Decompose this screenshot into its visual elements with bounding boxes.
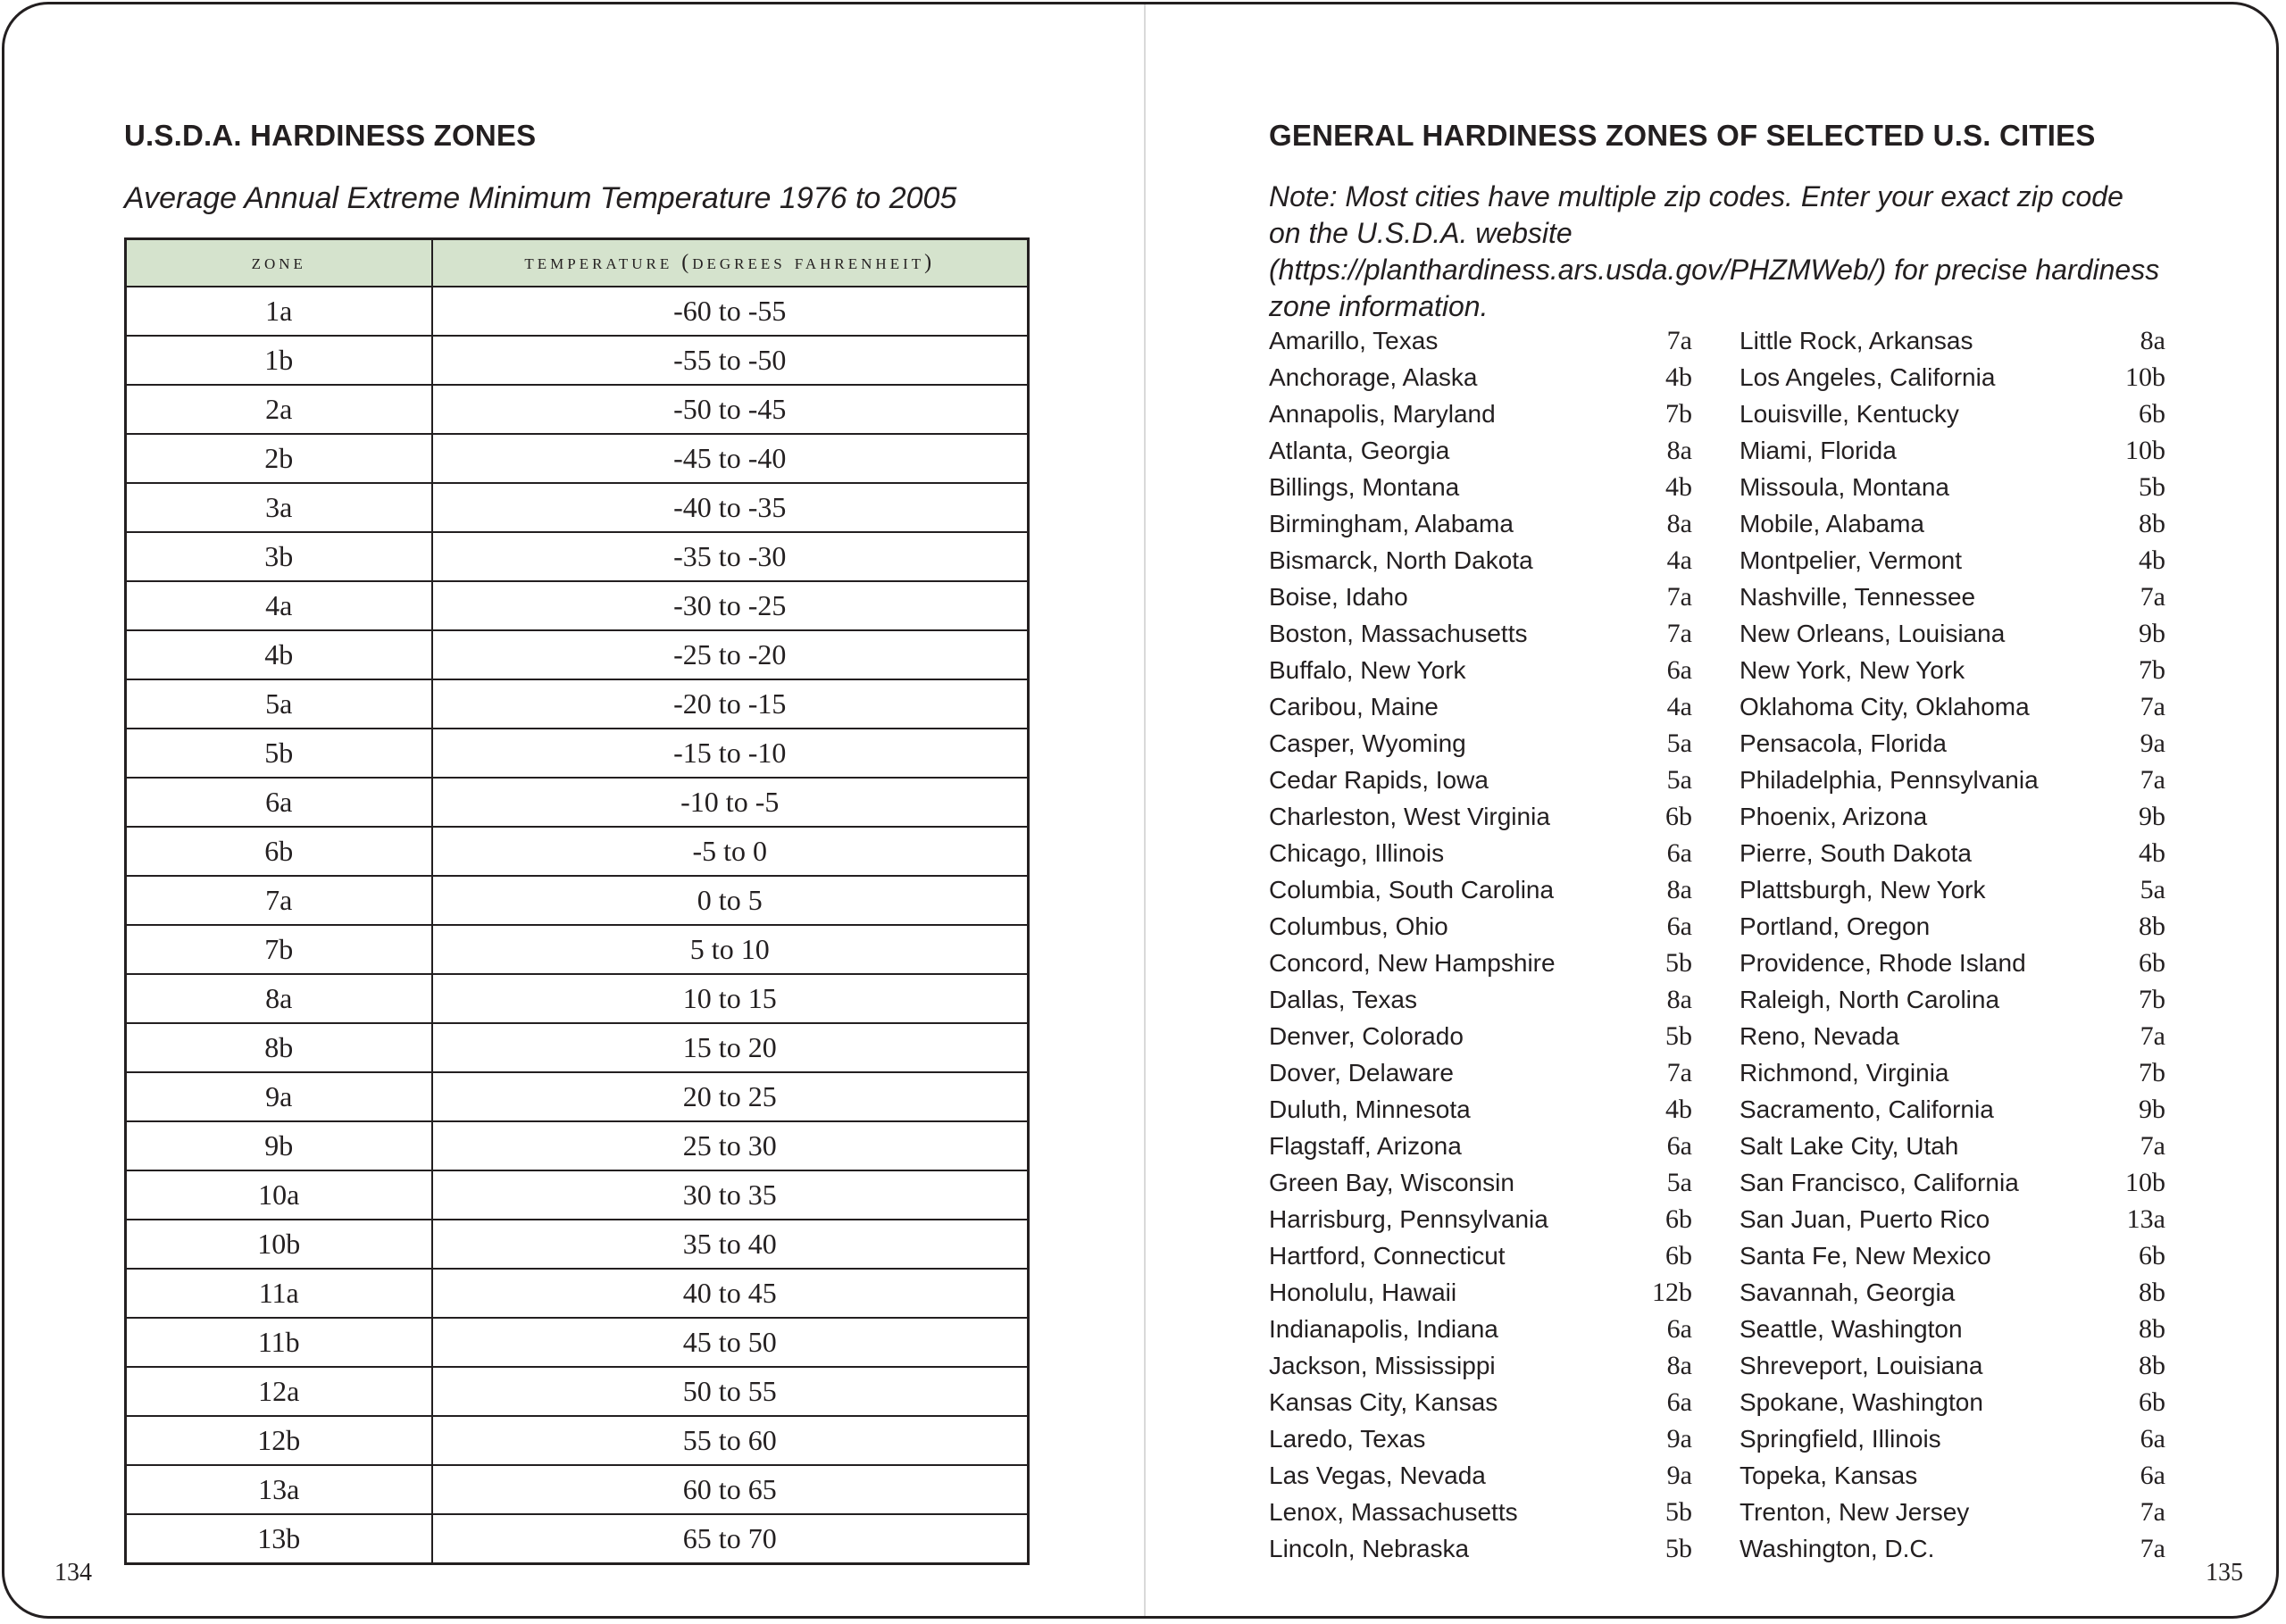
temperature-cell: 40 to 45 bbox=[432, 1269, 1029, 1318]
city-name: Annapolis, Maryland bbox=[1269, 400, 1496, 428]
city-zone: 7a bbox=[2140, 1497, 2165, 1527]
table-row bbox=[126, 925, 1029, 974]
city-list-item bbox=[1269, 322, 1692, 359]
city-zone: 9b bbox=[2139, 1095, 2165, 1124]
city-list-item bbox=[1269, 945, 1692, 981]
city-name: Denver, Colorado bbox=[1269, 1022, 1464, 1050]
city-name: Spokane, Washington bbox=[1740, 1388, 1983, 1416]
city-list-item bbox=[1269, 1128, 1692, 1164]
city-list-item bbox=[1269, 359, 1692, 396]
city-list-item bbox=[1269, 835, 1692, 871]
zone-cell: 8a bbox=[126, 974, 432, 1023]
city-zone: 4a bbox=[1666, 545, 1692, 575]
city-name: Louisville, Kentucky bbox=[1740, 400, 1959, 428]
city-list-item bbox=[1269, 1420, 1692, 1457]
temperature-cell: -50 to -45 bbox=[432, 385, 1029, 434]
zone-cell: 7a bbox=[126, 876, 432, 925]
city-zone: 6b bbox=[1665, 1204, 1692, 1234]
city-zone: 10b bbox=[2125, 1168, 2165, 1197]
city-name: Plattsburgh, New York bbox=[1740, 876, 1986, 904]
city-list-item bbox=[1740, 1457, 2165, 1494]
zone-cell: 2b bbox=[126, 434, 432, 483]
city-list-item bbox=[1269, 1164, 1692, 1201]
temperature-cell: 20 to 25 bbox=[432, 1072, 1029, 1121]
table-row bbox=[126, 1023, 1029, 1072]
city-zone: 8a bbox=[1666, 875, 1692, 904]
city-list-item bbox=[1269, 1018, 1692, 1054]
city-list-item bbox=[1740, 579, 2165, 615]
temperature-cell: -45 to -40 bbox=[432, 434, 1029, 483]
city-list-item bbox=[1740, 396, 2165, 432]
table-row bbox=[126, 1465, 1029, 1514]
temperature-cell: 50 to 55 bbox=[432, 1367, 1029, 1416]
city-zone: 8a bbox=[1666, 436, 1692, 465]
zone-cell: 13a bbox=[126, 1465, 432, 1514]
right-page bbox=[1146, 4, 2279, 1616]
table-row bbox=[126, 581, 1029, 630]
table-header-row bbox=[126, 239, 1029, 287]
city-name: Washington, D.C. bbox=[1740, 1535, 1935, 1562]
city-name: Honolulu, Hawaii bbox=[1269, 1278, 1457, 1306]
city-name: Cedar Rapids, Iowa bbox=[1269, 766, 1489, 794]
city-zone: 6a bbox=[1666, 1131, 1692, 1161]
city-name: Reno, Nevada bbox=[1740, 1022, 1900, 1050]
city-list-item bbox=[1740, 469, 2165, 505]
city-name: Trenton, New Jersey bbox=[1740, 1498, 1970, 1526]
city-zone: 5a bbox=[1666, 1168, 1692, 1197]
city-list-item bbox=[1269, 688, 1692, 725]
city-name: New York, New York bbox=[1740, 656, 1965, 684]
city-zone: 9a bbox=[2140, 729, 2165, 758]
temperature-cell: -20 to -15 bbox=[432, 679, 1029, 729]
city-zone: 5b bbox=[1665, 1021, 1692, 1051]
city-list-item bbox=[1269, 798, 1692, 835]
city-zone: 10b bbox=[2125, 436, 2165, 465]
city-name: Flagstaff, Arizona bbox=[1269, 1132, 1462, 1160]
city-name: Dallas, Texas bbox=[1269, 986, 1418, 1013]
city-name: Jackson, Mississippi bbox=[1269, 1352, 1496, 1379]
city-name: Los Angeles, California bbox=[1740, 363, 1996, 391]
city-name: Missoula, Montana bbox=[1740, 473, 1950, 501]
city-name: Sacramento, California bbox=[1740, 1095, 1994, 1123]
temperature-cell: 55 to 60 bbox=[432, 1416, 1029, 1465]
city-zone: 9a bbox=[1666, 1461, 1692, 1490]
temperature-cell: -10 to -5 bbox=[432, 778, 1029, 827]
city-zone: 7a bbox=[2140, 1131, 2165, 1161]
city-name: Boise, Idaho bbox=[1269, 583, 1408, 611]
city-zone: 9b bbox=[2139, 619, 2165, 648]
temperature-column-header: temperature (degrees fahrenheit) bbox=[432, 239, 1029, 287]
city-list-item bbox=[1269, 469, 1692, 505]
city-list-column-1 bbox=[1269, 322, 1692, 1567]
city-zone: 6b bbox=[1665, 1241, 1692, 1270]
table-row bbox=[126, 778, 1029, 827]
city-name: Indianapolis, Indiana bbox=[1269, 1315, 1498, 1343]
city-zone: 9a bbox=[1666, 1424, 1692, 1453]
city-name: Little Rock, Arkansas bbox=[1740, 327, 1973, 354]
table-row bbox=[126, 630, 1029, 679]
city-name: Caribou, Maine bbox=[1269, 693, 1439, 720]
zone-cell: 3a bbox=[126, 483, 432, 532]
city-list-item bbox=[1269, 1054, 1692, 1091]
city-list-item bbox=[1269, 652, 1692, 688]
temperature-cell: 60 to 65 bbox=[432, 1465, 1029, 1514]
city-zone: 6a bbox=[2140, 1461, 2165, 1490]
page-number-right: 135 bbox=[2206, 1559, 2243, 1587]
city-zone: 8a bbox=[1666, 1351, 1692, 1380]
city-list-item bbox=[1269, 1530, 1692, 1567]
city-name: Duluth, Minnesota bbox=[1269, 1095, 1471, 1123]
city-zone: 6b bbox=[2139, 1241, 2165, 1270]
table-row bbox=[126, 287, 1029, 336]
city-list-item bbox=[1740, 1091, 2165, 1128]
city-zone: 7b bbox=[2139, 655, 2165, 685]
city-name: Pensacola, Florida bbox=[1740, 729, 1947, 757]
zone-temperature-table bbox=[124, 237, 1030, 1565]
city-zone: 7a bbox=[1666, 1058, 1692, 1087]
table-row bbox=[126, 434, 1029, 483]
city-zone: 9b bbox=[2139, 802, 2165, 831]
zone-cell: 7b bbox=[126, 925, 432, 974]
table-row bbox=[126, 1072, 1029, 1121]
city-zone: 4b bbox=[2139, 838, 2165, 868]
city-list-item bbox=[1269, 1274, 1692, 1311]
temperature-cell: 5 to 10 bbox=[432, 925, 1029, 974]
city-name: Lenox, Massachusetts bbox=[1269, 1498, 1518, 1526]
table-row bbox=[126, 827, 1029, 876]
city-zone: 6b bbox=[1665, 802, 1692, 831]
temperature-cell: -35 to -30 bbox=[432, 532, 1029, 581]
city-list-item bbox=[1740, 1054, 2165, 1091]
zone-column-header: zone bbox=[126, 239, 432, 287]
city-name: Portland, Oregon bbox=[1740, 912, 1931, 940]
city-name: Concord, New Hampshire bbox=[1269, 949, 1556, 977]
table-row bbox=[126, 385, 1029, 434]
table-row bbox=[126, 483, 1029, 532]
zone-cell: 5b bbox=[126, 729, 432, 778]
temperature-cell: -40 to -35 bbox=[432, 483, 1029, 532]
book-spread bbox=[2, 2, 2279, 1619]
city-name: Oklahoma City, Oklahoma bbox=[1740, 693, 2030, 720]
temperature-cell: -5 to 0 bbox=[432, 827, 1029, 876]
temperature-cell: 45 to 50 bbox=[432, 1318, 1029, 1367]
city-list-item bbox=[1740, 432, 2165, 469]
city-name: Birmingham, Alabama bbox=[1269, 510, 1514, 537]
city-zone: 4b bbox=[1665, 1095, 1692, 1124]
table-row bbox=[126, 1170, 1029, 1220]
city-name: Salt Lake City, Utah bbox=[1740, 1132, 1959, 1160]
city-list-item bbox=[1740, 1164, 2165, 1201]
zone-cell: 2a bbox=[126, 385, 432, 434]
city-list-item bbox=[1269, 432, 1692, 469]
temperature-cell: -30 to -25 bbox=[432, 581, 1029, 630]
city-list-item bbox=[1740, 1530, 2165, 1567]
zone-cell: 4b bbox=[126, 630, 432, 679]
zone-cell: 10b bbox=[126, 1220, 432, 1269]
city-zone: 6a bbox=[1666, 912, 1692, 941]
city-name: Dover, Delaware bbox=[1269, 1059, 1454, 1087]
city-name: Columbia, South Carolina bbox=[1269, 876, 1555, 904]
city-list-item bbox=[1740, 322, 2165, 359]
city-name: New Orleans, Louisiana bbox=[1740, 620, 2006, 647]
city-zone: 8b bbox=[2139, 1351, 2165, 1380]
city-zone: 4a bbox=[1666, 692, 1692, 721]
zone-cell: 12b bbox=[126, 1416, 432, 1465]
zone-cell: 9b bbox=[126, 1121, 432, 1170]
city-list-item bbox=[1269, 396, 1692, 432]
table-row bbox=[126, 876, 1029, 925]
zone-cell: 8b bbox=[126, 1023, 432, 1072]
city-zone: 6a bbox=[2140, 1424, 2165, 1453]
temperature-cell: 65 to 70 bbox=[432, 1514, 1029, 1564]
zone-cell: 1a bbox=[126, 287, 432, 336]
city-name: Raleigh, North Carolina bbox=[1740, 986, 2000, 1013]
city-name: Miami, Florida bbox=[1740, 437, 1897, 464]
zone-table-body bbox=[126, 287, 1029, 1564]
zone-cell: 6a bbox=[126, 778, 432, 827]
temperature-cell: -25 to -20 bbox=[432, 630, 1029, 679]
city-zone: 8b bbox=[2139, 1314, 2165, 1344]
city-zone: 4b bbox=[1665, 362, 1692, 392]
city-name: Savannah, Georgia bbox=[1740, 1278, 1956, 1306]
city-list-item bbox=[1740, 798, 2165, 835]
city-name: Atlanta, Georgia bbox=[1269, 437, 1450, 464]
city-name: San Juan, Puerto Rico bbox=[1740, 1205, 1990, 1233]
table-row bbox=[126, 532, 1029, 581]
hardiness-zones-heading: U.S.D.A. HARDINESS ZONES bbox=[124, 119, 537, 152]
city-name: Phoenix, Arizona bbox=[1740, 803, 1928, 830]
city-zone: 6a bbox=[1666, 1314, 1692, 1344]
city-zone: 7a bbox=[1666, 326, 1692, 355]
city-zone: 7a bbox=[2140, 765, 2165, 795]
temperature-cell: -15 to -10 bbox=[432, 729, 1029, 778]
city-zone: 8a bbox=[1666, 509, 1692, 538]
city-list-item bbox=[1740, 945, 2165, 981]
city-name: Lincoln, Nebraska bbox=[1269, 1535, 1470, 1562]
city-name: Anchorage, Alaska bbox=[1269, 363, 1478, 391]
table-row bbox=[126, 679, 1029, 729]
city-name: Bismarck, North Dakota bbox=[1269, 546, 1533, 574]
city-zone: 6a bbox=[1666, 655, 1692, 685]
city-zone: 6b bbox=[2139, 399, 2165, 429]
city-list-item bbox=[1269, 1311, 1692, 1347]
city-zone: 5a bbox=[1666, 729, 1692, 758]
city-name: Columbus, Ohio bbox=[1269, 912, 1448, 940]
city-list-item bbox=[1269, 1091, 1692, 1128]
city-zone: 6a bbox=[1666, 838, 1692, 868]
temperature-cell: 15 to 20 bbox=[432, 1023, 1029, 1072]
zone-cell: 4a bbox=[126, 581, 432, 630]
city-zone: 5b bbox=[2139, 472, 2165, 502]
city-zone: 7b bbox=[2139, 1058, 2165, 1087]
city-name: Casper, Wyoming bbox=[1269, 729, 1466, 757]
city-list-item bbox=[1269, 1457, 1692, 1494]
page-number-left: 134 bbox=[54, 1559, 92, 1587]
city-zone: 5a bbox=[1666, 765, 1692, 795]
city-name: Amarillo, Texas bbox=[1269, 327, 1439, 354]
city-name: Charleston, West Virginia bbox=[1269, 803, 1550, 830]
city-list-item bbox=[1269, 1201, 1692, 1237]
city-name: Billings, Montana bbox=[1269, 473, 1460, 501]
temperature-cell: 30 to 35 bbox=[432, 1170, 1029, 1220]
city-name: Richmond, Virginia bbox=[1740, 1059, 1949, 1087]
city-zone: 8b bbox=[2139, 509, 2165, 538]
city-name: Montpelier, Vermont bbox=[1740, 546, 1963, 574]
zone-cell: 10a bbox=[126, 1170, 432, 1220]
city-list-item bbox=[1740, 1237, 2165, 1274]
city-name: San Francisco, California bbox=[1740, 1169, 2019, 1196]
city-zone: 13a bbox=[2126, 1204, 2165, 1234]
table-row bbox=[126, 1367, 1029, 1416]
city-list-item bbox=[1740, 1201, 2165, 1237]
table-row bbox=[126, 974, 1029, 1023]
city-list-item bbox=[1269, 908, 1692, 945]
city-list-item bbox=[1740, 615, 2165, 652]
city-list-item bbox=[1269, 579, 1692, 615]
city-list-item bbox=[1740, 652, 2165, 688]
city-zone: 5b bbox=[1665, 1534, 1692, 1563]
table-row bbox=[126, 1318, 1029, 1367]
city-list-item bbox=[1740, 359, 2165, 396]
city-list-item bbox=[1269, 615, 1692, 652]
table-row bbox=[126, 336, 1029, 385]
city-name: Providence, Rhode Island bbox=[1740, 949, 2026, 977]
city-zone: 8b bbox=[2139, 912, 2165, 941]
hardiness-zones-subtitle: Average Annual Extreme Minimum Temperature 1976 to 2005 bbox=[124, 181, 957, 215]
city-name: Las Vegas, Nevada bbox=[1269, 1462, 1486, 1489]
city-list-item bbox=[1740, 542, 2165, 579]
zone-cell: 9a bbox=[126, 1072, 432, 1121]
city-name: Harrisburg, Pennsylvania bbox=[1269, 1205, 1548, 1233]
city-name: Seattle, Washington bbox=[1740, 1315, 1963, 1343]
zip-code-note: Note: Most cities have multiple zip codes. Enter your exact zip code on the U.S.D.A. website (https://planthardiness.ars.usda.gov/PHZMWeb/) for precise hardiness zone information. bbox=[1269, 180, 2160, 322]
temperature-cell: -60 to -55 bbox=[432, 287, 1029, 336]
city-list-item bbox=[1740, 1018, 2165, 1054]
table-row bbox=[126, 1416, 1029, 1465]
table-row bbox=[126, 1269, 1029, 1318]
left-page bbox=[4, 4, 1144, 1616]
city-list-item bbox=[1269, 505, 1692, 542]
city-list-item bbox=[1269, 725, 1692, 762]
city-zone: 6b bbox=[2139, 948, 2165, 978]
city-zone: 5a bbox=[2140, 875, 2165, 904]
temperature-cell: 35 to 40 bbox=[432, 1220, 1029, 1269]
city-list-item bbox=[1269, 1384, 1692, 1420]
city-zone: 12b bbox=[1652, 1278, 1692, 1307]
city-zone: 4b bbox=[2139, 545, 2165, 575]
city-list-item bbox=[1740, 1311, 2165, 1347]
temperature-cell: 10 to 15 bbox=[432, 974, 1029, 1023]
city-zone: 4b bbox=[1665, 472, 1692, 502]
city-list-item bbox=[1740, 1384, 2165, 1420]
city-zone: 7a bbox=[1666, 619, 1692, 648]
city-list-item bbox=[1740, 688, 2165, 725]
city-name: Green Bay, Wisconsin bbox=[1269, 1169, 1514, 1196]
city-zone: 7a bbox=[1666, 582, 1692, 612]
city-zone: 7b bbox=[2139, 985, 2165, 1014]
city-list-item bbox=[1740, 1128, 2165, 1164]
city-zone: 7b bbox=[1665, 399, 1692, 429]
city-name: Nashville, Tennessee bbox=[1740, 583, 1976, 611]
city-name: Shreveport, Louisiana bbox=[1740, 1352, 1983, 1379]
city-zone: 8a bbox=[1666, 985, 1692, 1014]
city-zone: 7a bbox=[2140, 1021, 2165, 1051]
city-list-item bbox=[1269, 1237, 1692, 1274]
city-list-item bbox=[1740, 505, 2165, 542]
city-name: Mobile, Alabama bbox=[1740, 510, 1925, 537]
city-name: Kansas City, Kansas bbox=[1269, 1388, 1498, 1416]
city-zones-heading: GENERAL HARDINESS ZONES OF SELECTED U.S. CITIES bbox=[1269, 119, 2096, 152]
temperature-cell: 25 to 30 bbox=[432, 1121, 1029, 1170]
city-list-item bbox=[1740, 725, 2165, 762]
city-name: Buffalo, New York bbox=[1269, 656, 1466, 684]
zone-cell: 3b bbox=[126, 532, 432, 581]
city-list-item bbox=[1740, 1274, 2165, 1311]
city-list-item bbox=[1740, 1347, 2165, 1384]
zone-cell: 13b bbox=[126, 1514, 432, 1564]
city-name: Hartford, Connecticut bbox=[1269, 1242, 1506, 1270]
table-row bbox=[126, 1121, 1029, 1170]
zone-cell: 12a bbox=[126, 1367, 432, 1416]
city-name: Topeka, Kansas bbox=[1740, 1462, 1918, 1489]
table-row bbox=[126, 729, 1029, 778]
city-list-item bbox=[1269, 871, 1692, 908]
city-list-item bbox=[1740, 981, 2165, 1018]
city-zone: 8a bbox=[2140, 326, 2165, 355]
city-list-item bbox=[1269, 542, 1692, 579]
city-name: Santa Fe, New Mexico bbox=[1740, 1242, 1991, 1270]
city-name: Chicago, Illinois bbox=[1269, 839, 1445, 867]
table-row bbox=[126, 1220, 1029, 1269]
zone-cell: 11b bbox=[126, 1318, 432, 1367]
zone-cell: 1b bbox=[126, 336, 432, 385]
city-list-item bbox=[1740, 1494, 2165, 1530]
zone-cell: 5a bbox=[126, 679, 432, 729]
zone-cell: 6b bbox=[126, 827, 432, 876]
temperature-cell: 0 to 5 bbox=[432, 876, 1029, 925]
city-list-item bbox=[1740, 762, 2165, 798]
city-list-item bbox=[1740, 835, 2165, 871]
city-list-item bbox=[1269, 762, 1692, 798]
city-zone: 6b bbox=[2139, 1387, 2165, 1417]
city-list-item bbox=[1740, 908, 2165, 945]
city-zone: 5b bbox=[1665, 1497, 1692, 1527]
city-list-item bbox=[1740, 871, 2165, 908]
city-name: Boston, Massachusetts bbox=[1269, 620, 1528, 647]
city-name: Philadelphia, Pennsylvania bbox=[1740, 766, 2039, 794]
city-list-item bbox=[1740, 1420, 2165, 1457]
city-zone: 7a bbox=[2140, 1534, 2165, 1563]
city-zone: 5b bbox=[1665, 948, 1692, 978]
city-zone: 8b bbox=[2139, 1278, 2165, 1307]
city-list-item bbox=[1269, 1494, 1692, 1530]
zone-cell: 11a bbox=[126, 1269, 432, 1318]
table-row bbox=[126, 1514, 1029, 1564]
city-zone: 7a bbox=[2140, 692, 2165, 721]
city-name: Laredo, Texas bbox=[1269, 1425, 1426, 1453]
city-list-item bbox=[1269, 1347, 1692, 1384]
city-zone: 10b bbox=[2125, 362, 2165, 392]
city-zone: 7a bbox=[2140, 582, 2165, 612]
city-zone: 6a bbox=[1666, 1387, 1692, 1417]
city-name: Springfield, Illinois bbox=[1740, 1425, 1941, 1453]
city-list-column-2 bbox=[1740, 322, 2165, 1567]
city-name: Pierre, South Dakota bbox=[1740, 839, 1972, 867]
city-list-item bbox=[1269, 981, 1692, 1018]
temperature-cell: -55 to -50 bbox=[432, 336, 1029, 385]
